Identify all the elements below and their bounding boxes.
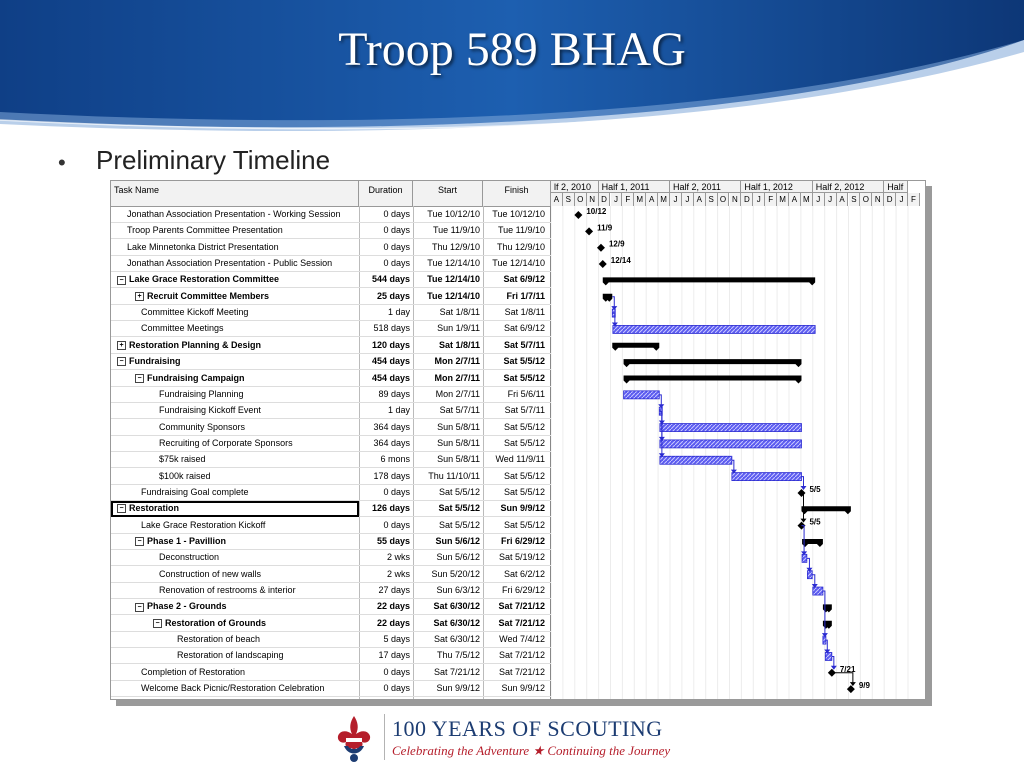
- collapse-icon[interactable]: −: [135, 603, 144, 612]
- task-duration-cell[interactable]: 364 days: [373, 421, 410, 432]
- timeline-month-label: J: [682, 193, 694, 206]
- task-finish-cell[interactable]: Sun 9/9/12: [501, 683, 545, 694]
- task-finish-cell[interactable]: Sat 7/21/12: [498, 666, 545, 677]
- task-row[interactable]: [111, 632, 551, 648]
- footer-tagline: Celebrating the Adventure ★ Continuing the Journey: [392, 743, 671, 758]
- task-duration-cell[interactable]: 0 days: [383, 683, 410, 694]
- task-finish-cell[interactable]: Fri 6/29/12: [501, 585, 545, 596]
- task-start-cell[interactable]: Tue 12/14/10: [427, 274, 480, 285]
- timeline-month-label: N: [872, 193, 884, 206]
- timeline-month-label: O: [860, 193, 872, 206]
- task-row[interactable]: [111, 387, 551, 403]
- task-name-cell[interactable]: [111, 256, 359, 272]
- bullet-text: Preliminary Timeline: [96, 145, 331, 175]
- milestone-date-label: 9/9: [858, 681, 870, 691]
- task-start-cell[interactable]: Sat 6/30/12: [433, 634, 480, 645]
- summary-bar[interactable]: [801, 506, 850, 514]
- task-start-cell[interactable]: Tue 12/14/10: [427, 290, 480, 301]
- task-name: Renovation of restrooms & interior: [159, 585, 296, 596]
- task-name-cell[interactable]: [111, 452, 359, 468]
- task-name: Phase 1 - Pavillion: [147, 536, 227, 546]
- task-name-cell[interactable]: [111, 469, 359, 485]
- task-start-cell[interactable]: Sun 5/20/12: [431, 568, 480, 579]
- task-finish-cell[interactable]: Thu 12/9/10: [496, 241, 545, 252]
- milestone-date-label: 10/12: [586, 207, 607, 216]
- task-finish-cell[interactable]: Tue 10/12/10: [492, 209, 545, 219]
- timeline-half-label: Half: [884, 181, 908, 193]
- timeline-month-label: N: [587, 193, 599, 206]
- task-duration-cell[interactable]: 2 wks: [386, 568, 410, 579]
- summary-bar[interactable]: [612, 343, 659, 351]
- timeline-month-label: M: [777, 193, 789, 206]
- column-header-start[interactable]: Start: [413, 181, 483, 206]
- timeline-month-label: J: [896, 193, 908, 206]
- task-start-cell[interactable]: Sun 5/8/11: [437, 437, 480, 448]
- task-finish-cell[interactable]: Sat 7/21/12: [498, 617, 545, 628]
- task-duration-cell[interactable]: 27 days: [378, 585, 410, 596]
- timeline-month-label: N: [730, 193, 742, 206]
- task-name: Fundraising Campaign: [147, 372, 245, 383]
- milestone-date-label: 5/5: [809, 484, 821, 494]
- task-row[interactable]: [111, 289, 551, 305]
- timeline-month-label: D: [599, 193, 611, 206]
- task-finish-cell[interactable]: Sat 5/5/12: [503, 519, 545, 530]
- task-row[interactable]: [111, 371, 551, 387]
- task-row[interactable]: [111, 534, 551, 550]
- task-name: Completion of Restoration: [141, 666, 246, 677]
- task-name: Jonathan Association Presentation - Public Session: [127, 258, 333, 269]
- task-duration-cell[interactable]: 2 wks: [386, 552, 410, 563]
- timeline-month-label: A: [789, 193, 801, 206]
- task-duration-cell[interactable]: 5 days: [383, 634, 410, 645]
- task-start-cell[interactable]: Thu 7/5/12: [436, 650, 480, 661]
- task-row[interactable]: [111, 321, 551, 337]
- task-start-cell[interactable]: Sun 5/6/12: [435, 536, 480, 546]
- task-name: Deconstruction: [159, 552, 220, 563]
- task-finish-cell[interactable]: Sat 5/5/12: [503, 486, 545, 497]
- task-start-cell[interactable]: Tue 12/14/10: [427, 258, 480, 269]
- task-duration-cell[interactable]: 178 days: [373, 470, 410, 481]
- task-table-header: [111, 181, 551, 207]
- milestone-date-label: 12/14: [610, 256, 631, 266]
- task-row[interactable]: [111, 665, 551, 681]
- task-start-cell[interactable]: Sat 1/8/11: [438, 339, 480, 350]
- task-name: Recruiting of Corporate Sponsors: [159, 437, 293, 448]
- task-finish-cell[interactable]: Sat 7/21/12: [498, 601, 545, 612]
- task-start-cell[interactable]: Mon 2/7/11: [434, 372, 480, 383]
- task-finish-cell[interactable]: Sat 6/9/12: [503, 274, 545, 285]
- task-duration-cell[interactable]: 0 days: [383, 486, 410, 497]
- task-start-cell[interactable]: Sat 7/21/12: [433, 666, 480, 677]
- task-row[interactable]: [111, 338, 551, 354]
- task-bar[interactable]: [660, 424, 802, 432]
- gantt-bars: [551, 181, 925, 699]
- task-start-cell[interactable]: Tue 10/12/10: [427, 209, 480, 219]
- task-bar[interactable]: [613, 325, 815, 333]
- gantt-timeline: [551, 181, 925, 699]
- task-duration-cell[interactable]: 0 days: [383, 241, 410, 252]
- task-name: Recruit Committee Members: [147, 290, 270, 301]
- task-name-cell[interactable]: [111, 550, 359, 566]
- column-header-finish[interactable]: Finish: [483, 181, 551, 206]
- task-start-cell[interactable]: Sun 6/3/12: [436, 585, 480, 596]
- task-row[interactable]: [111, 681, 551, 697]
- task-name-cell[interactable]: [111, 420, 359, 436]
- task-bar[interactable]: [825, 652, 832, 660]
- task-finish-cell[interactable]: Sat 7/21/12: [498, 650, 545, 661]
- milestone-date-label: 5/5: [809, 517, 821, 527]
- task-row[interactable]: [111, 583, 551, 599]
- task-name: $75k raised: [159, 454, 206, 465]
- timeline-month-label: A: [837, 193, 849, 206]
- timeline-half-label: Half 1, 2011: [599, 181, 670, 193]
- task-start-cell[interactable]: Sun 5/6/12: [436, 552, 480, 563]
- timeline-month-label: D: [884, 193, 896, 206]
- task-row[interactable]: [111, 616, 551, 632]
- task-start-cell[interactable]: Sat 6/30/12: [433, 601, 480, 612]
- task-name: Restoration of landscaping: [177, 650, 284, 661]
- milestone-date-label: 11/9: [597, 223, 613, 233]
- timeline-month-label: F: [622, 193, 634, 206]
- task-duration-cell[interactable]: 364 days: [373, 437, 410, 448]
- fleur-de-lis-icon: [330, 712, 378, 764]
- timeline-month-label: A: [551, 193, 563, 206]
- task-name-cell[interactable]: [111, 321, 359, 337]
- task-start-cell[interactable]: Sun 5/8/11: [437, 454, 480, 465]
- task-name-cell[interactable]: [111, 436, 359, 452]
- timeline-month-label: A: [694, 193, 706, 206]
- task-finish-cell[interactable]: Sat 5/7/11: [504, 405, 545, 416]
- task-start-cell[interactable]: Tue 11/9/10: [432, 225, 480, 236]
- timeline-month-label: O: [575, 193, 587, 206]
- timeline-month-label: J: [611, 193, 623, 206]
- task-duration-cell[interactable]: 0 days: [383, 209, 410, 219]
- task-row[interactable]: [111, 207, 551, 223]
- task-row[interactable]: [111, 518, 551, 534]
- task-finish-cell[interactable]: Sat 5/5/12: [503, 356, 545, 367]
- task-name: Restoration of Grounds: [165, 617, 266, 628]
- timeline-half-label: Half 1, 2012: [741, 181, 812, 193]
- collapse-icon[interactable]: −: [117, 276, 126, 285]
- task-finish-cell[interactable]: Sat 5/5/12: [503, 372, 545, 383]
- expand-icon[interactable]: +: [117, 341, 126, 350]
- task-name: Committee Kickoff Meeting: [141, 307, 249, 318]
- task-name-cell[interactable]: [111, 207, 359, 223]
- task-name: Welcome Back Picnic/Restoration Celebration: [141, 683, 325, 694]
- task-duration-cell[interactable]: 454 days: [371, 372, 410, 383]
- task-name: Community Sponsors: [159, 421, 246, 432]
- task-bar[interactable]: [807, 571, 812, 579]
- milestone-date-label: 7/21: [839, 664, 856, 674]
- task-row[interactable]: [111, 420, 551, 436]
- collapse-icon[interactable]: −: [117, 357, 126, 366]
- task-row[interactable]: [111, 501, 551, 517]
- task-name-cell[interactable]: [111, 272, 359, 288]
- task-row[interactable]: [111, 485, 551, 501]
- task-duration-cell[interactable]: 1 day: [387, 307, 410, 318]
- task-name-cell[interactable]: [111, 501, 359, 517]
- task-name: Jonathan Association Presentation - Working Session: [127, 209, 341, 219]
- task-bar[interactable]: [660, 456, 732, 464]
- column-header-duration[interactable]: Duration: [359, 181, 413, 206]
- task-start-cell[interactable]: Sun 1/9/11: [437, 323, 480, 334]
- task-name: Fundraising Goal complete: [141, 486, 249, 497]
- task-duration-cell[interactable]: 17 days: [378, 650, 410, 661]
- bullet-marker: •: [58, 150, 66, 175]
- task-row[interactable]: [111, 403, 551, 419]
- task-bar[interactable]: [802, 554, 807, 562]
- task-bar[interactable]: [732, 473, 802, 481]
- task-row[interactable]: [111, 599, 551, 615]
- footer-title: 100 YEARS OF SCOUTING: [392, 716, 663, 741]
- expand-icon[interactable]: +: [135, 292, 144, 301]
- task-duration-cell[interactable]: 22 days: [376, 601, 410, 612]
- task-name: Fundraising Kickoff Event: [159, 405, 261, 416]
- timeline-half-label: Half 2, 2012: [813, 181, 884, 193]
- task-duration-cell[interactable]: 22 days: [376, 617, 410, 628]
- task-name-cell[interactable]: [111, 599, 359, 615]
- task-name-cell[interactable]: [111, 534, 359, 550]
- task-finish-cell[interactable]: Sat 5/5/12: [503, 470, 545, 481]
- summary-bar[interactable]: [624, 359, 802, 367]
- collapse-icon[interactable]: −: [135, 374, 144, 383]
- task-start-cell[interactable]: Sat 6/30/12: [433, 617, 480, 628]
- task-row[interactable]: [111, 452, 551, 468]
- task-row[interactable]: [111, 223, 551, 239]
- task-name: Lake Grace Restoration Kickoff: [141, 519, 266, 530]
- task-name-cell[interactable]: [111, 485, 359, 501]
- task-name: Lake Minnetonka District Presentation: [127, 241, 279, 252]
- task-start-cell[interactable]: Mon 2/7/11: [434, 356, 480, 367]
- task-finish-cell[interactable]: Sat 5/19/12: [498, 552, 545, 563]
- timeline-month-label: J: [670, 193, 682, 206]
- task-duration-cell[interactable]: 518 days: [373, 323, 410, 334]
- dependency-link: [832, 673, 853, 684]
- task-name-cell[interactable]: [111, 354, 359, 370]
- task-duration-cell[interactable]: 25 days: [376, 290, 410, 301]
- task-duration-cell[interactable]: 0 days: [383, 225, 410, 236]
- task-finish-cell[interactable]: Sat 1/8/11: [504, 307, 545, 318]
- timeline-month-label: S: [706, 193, 718, 206]
- dependency-link: [823, 591, 825, 635]
- task-bar[interactable]: [813, 587, 823, 595]
- footer: [330, 712, 710, 768]
- task-start-cell[interactable]: Sat 1/8/11: [439, 307, 480, 318]
- task-start-cell[interactable]: Sat 5/5/12: [438, 503, 480, 514]
- task-name-cell[interactable]: [111, 371, 359, 387]
- task-name-cell[interactable]: [111, 305, 359, 321]
- task-row[interactable]: [111, 256, 551, 272]
- task-name-cell[interactable]: [111, 289, 359, 305]
- task-bar[interactable]: [624, 391, 660, 399]
- task-duration-cell[interactable]: 454 days: [371, 356, 410, 367]
- milestone-marker[interactable]: [599, 260, 607, 268]
- task-row[interactable]: [111, 240, 551, 256]
- task-name: Restoration of beach: [177, 634, 261, 645]
- task-finish-cell[interactable]: Sat 6/9/12: [503, 323, 545, 334]
- task-start-cell[interactable]: Sat 5/5/12: [438, 519, 480, 530]
- task-duration-cell[interactable]: 0 days: [383, 258, 410, 269]
- task-duration-cell[interactable]: 126 days: [371, 503, 410, 514]
- timeline-month-label: F: [765, 193, 777, 206]
- collapse-icon[interactable]: −: [153, 619, 162, 628]
- timeline-month-label: M: [634, 193, 646, 206]
- task-duration-cell[interactable]: 0 days: [383, 519, 410, 530]
- timeline-half-label: lf 2, 2010: [551, 181, 599, 193]
- timeline-month-label: J: [825, 193, 837, 206]
- summary-bar[interactable]: [624, 376, 802, 384]
- task-name: Restoration Planning & Design: [129, 339, 262, 350]
- task-finish-cell[interactable]: Sat 5/5/12: [503, 421, 545, 432]
- task-start-cell[interactable]: Sat 5/5/12: [438, 486, 480, 497]
- task-start-cell[interactable]: Sun 9/9/12: [436, 683, 480, 694]
- column-header-task-name[interactable]: Task Name: [111, 181, 359, 206]
- timeline-month-label: M: [658, 193, 670, 206]
- collapse-icon[interactable]: −: [135, 537, 144, 546]
- timeline-month-label: F: [908, 193, 920, 206]
- task-duration-cell[interactable]: 0 days: [383, 666, 410, 677]
- task-duration-cell[interactable]: 6 mons: [380, 454, 410, 465]
- task-finish-cell[interactable]: Tue 12/14/10: [492, 258, 545, 269]
- dependency-link: [660, 411, 662, 455]
- timeline-month-label: S: [849, 193, 861, 206]
- task-row[interactable]: [111, 567, 551, 583]
- milestone-date-label: 12/9: [608, 239, 625, 249]
- timeline-month-label: O: [718, 193, 730, 206]
- task-duration-cell[interactable]: 55 days: [376, 536, 410, 546]
- task-row[interactable]: [111, 354, 551, 370]
- task-name-cell[interactable]: [111, 632, 359, 648]
- task-duration-cell[interactable]: 120 days: [371, 339, 410, 350]
- task-name-cell[interactable]: [111, 240, 359, 256]
- task-row[interactable]: [111, 305, 551, 321]
- task-finish-cell[interactable]: Sat 5/7/11: [503, 339, 545, 350]
- task-name-cell[interactable]: [111, 567, 359, 583]
- task-start-cell[interactable]: Sun 5/8/11: [437, 421, 480, 432]
- task-start-cell[interactable]: Mon 2/7/11: [435, 388, 480, 399]
- task-duration-cell[interactable]: 89 days: [378, 388, 410, 399]
- task-row[interactable]: [111, 272, 551, 288]
- task-start-cell[interactable]: Thu 11/10/11: [428, 470, 480, 481]
- task-finish-cell[interactable]: Fri 5/6/11: [507, 388, 545, 399]
- task-row[interactable]: [111, 648, 551, 664]
- task-name: Lake Grace Restoration Committee: [129, 274, 280, 285]
- task-name-cell[interactable]: [111, 338, 359, 354]
- task-finish-cell[interactable]: Sat 6/2/12: [503, 568, 545, 579]
- milestone-marker[interactable]: [574, 211, 582, 219]
- task-finish-cell[interactable]: Wed 11/9/11: [495, 454, 545, 465]
- task-finish-cell[interactable]: Wed 7/4/12: [499, 634, 545, 645]
- task-name: Construction of new walls: [159, 568, 262, 579]
- task-finish-cell[interactable]: Sun 9/9/12: [500, 503, 545, 514]
- timeline-month-label: A: [646, 193, 658, 206]
- task-name-cell[interactable]: [111, 403, 359, 419]
- task-name: $100k raised: [159, 470, 211, 481]
- task-name: Restoration: [129, 503, 180, 514]
- timeline-month-label: M: [801, 193, 813, 206]
- timeline-month-label: J: [813, 193, 825, 206]
- task-finish-cell[interactable]: Tue 11/9/10: [497, 225, 545, 236]
- task-name: Committee Meetings: [141, 323, 224, 334]
- task-row[interactable]: [111, 436, 551, 452]
- milestone-marker[interactable]: [797, 489, 805, 497]
- timeline-month-label: S: [563, 193, 575, 206]
- task-start-cell[interactable]: Thu 12/9/10: [431, 241, 480, 252]
- task-bar[interactable]: [660, 440, 802, 448]
- task-finish-cell[interactable]: Sat 5/5/12: [503, 437, 545, 448]
- timeline-month-label: J: [753, 193, 765, 206]
- timeline-half-label: Half 2, 2011: [670, 181, 741, 193]
- task-name-cell[interactable]: [111, 583, 359, 599]
- task-name-cell[interactable]: [111, 616, 359, 632]
- task-row[interactable]: [111, 550, 551, 566]
- task-name-cell[interactable]: [111, 518, 359, 534]
- gantt-chart: [110, 180, 926, 700]
- footer-divider: [384, 714, 385, 760]
- task-duration-cell[interactable]: 1 day: [387, 405, 410, 416]
- slide-title: Troop 589 BHAG: [338, 23, 686, 76]
- task-name-cell[interactable]: [111, 387, 359, 403]
- task-finish-cell[interactable]: Fri 1/7/11: [506, 290, 545, 301]
- task-name-cell[interactable]: [111, 648, 359, 664]
- task-name: Troop Parents Committee Presentation: [127, 225, 283, 236]
- task-start-cell[interactable]: Sat 5/7/11: [439, 405, 480, 416]
- task-name: Fundraising: [129, 356, 181, 367]
- task-row[interactable]: [111, 469, 551, 485]
- task-name-cell[interactable]: [111, 681, 359, 697]
- task-duration-cell[interactable]: 544 days: [371, 274, 410, 285]
- task-name-cell[interactable]: [111, 665, 359, 681]
- task-finish-cell[interactable]: Fri 6/29/12: [500, 536, 545, 546]
- timeline-month-label: D: [741, 193, 753, 206]
- task-name: Fundraising Planning: [159, 388, 244, 399]
- task-name-cell[interactable]: [111, 223, 359, 239]
- task-name: Phase 2 - Grounds: [147, 601, 227, 612]
- collapse-icon[interactable]: −: [117, 504, 126, 513]
